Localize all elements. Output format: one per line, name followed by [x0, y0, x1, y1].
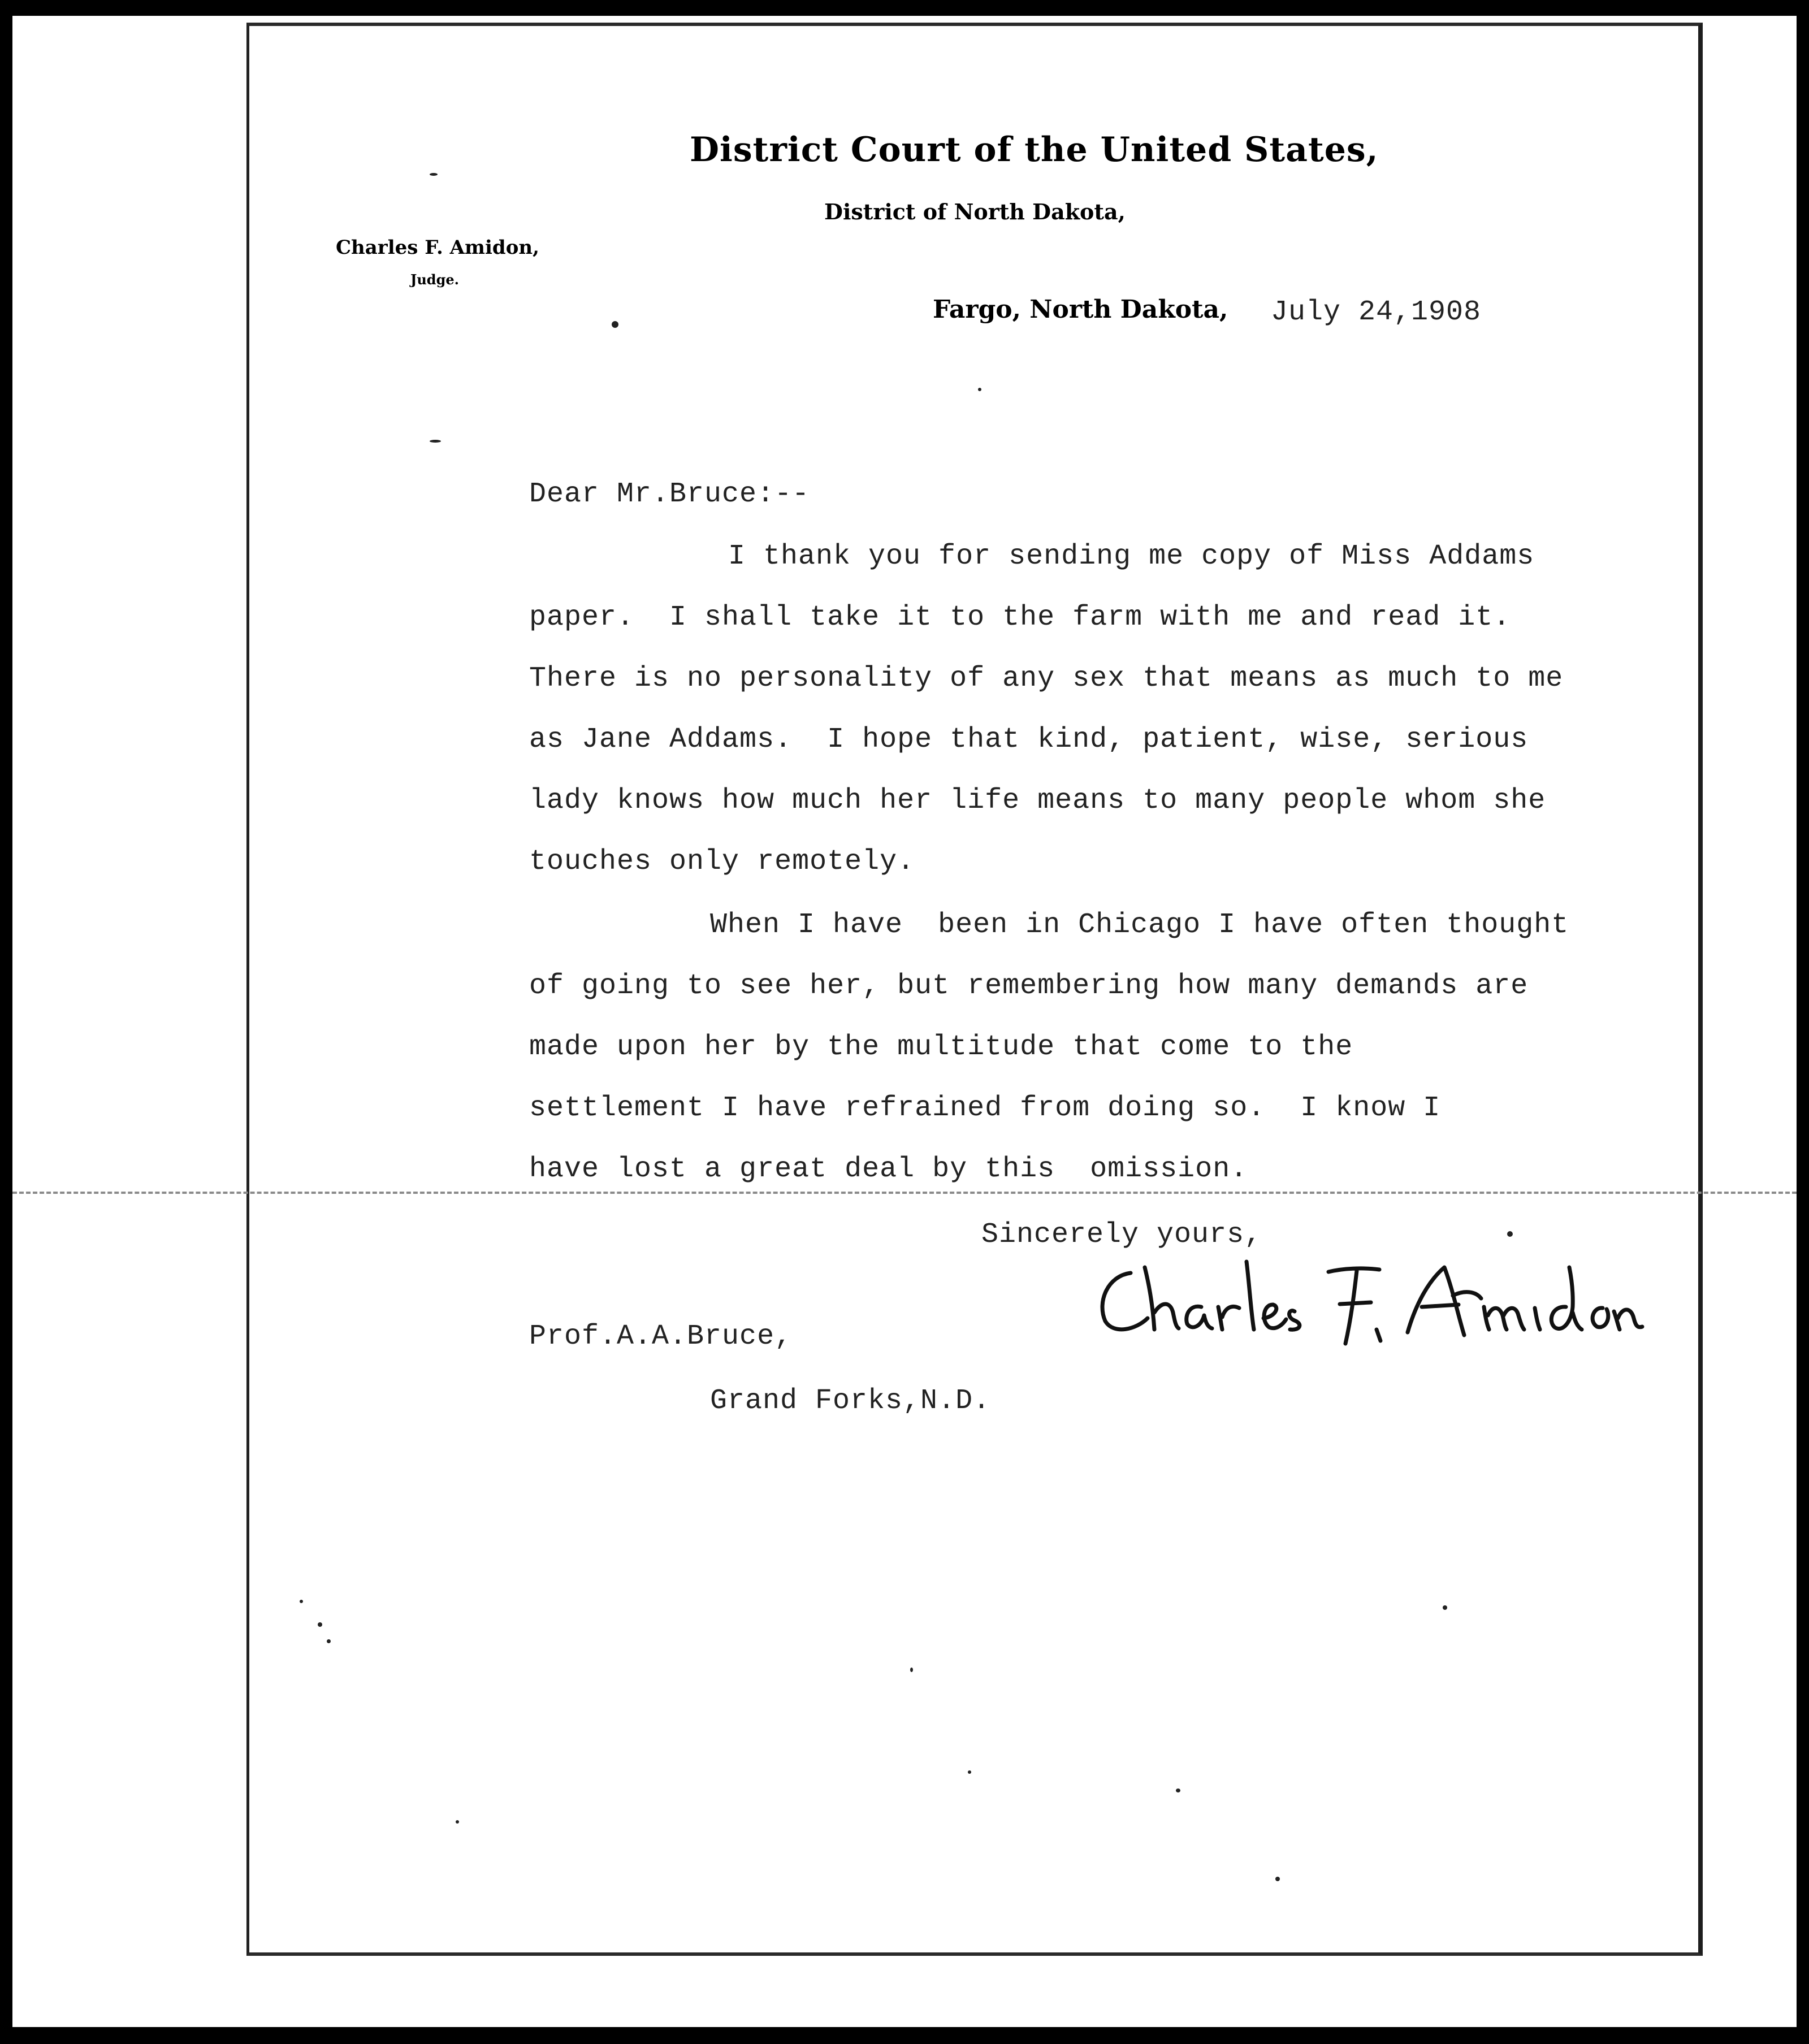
- scan-speck: [1443, 1605, 1447, 1610]
- scan-speck: [968, 1770, 971, 1774]
- scan-speck: [612, 321, 618, 328]
- body-line: of going to see her, but remembering how many demands are: [529, 970, 1529, 1002]
- scan-speck: [910, 1668, 913, 1672]
- scan-speck: [1275, 1877, 1280, 1881]
- body-line: paper. I shall take it to the farm with me and read it.: [529, 601, 1511, 634]
- body-line: When I have been in Chicago I have often thought: [710, 909, 1569, 941]
- scan-speck: [300, 1600, 303, 1603]
- scan-speck: [327, 1639, 331, 1643]
- scan-border-left: [0, 0, 12, 2044]
- body-line: made upon her by the multitude that come to the: [529, 1031, 1353, 1063]
- salutation: Dear Mr.Bruce:--: [529, 478, 810, 510]
- scan-speck: [318, 1622, 322, 1627]
- scan-speck: [978, 388, 981, 391]
- scan-speck: [430, 440, 441, 443]
- body-line: lady knows how much her life means to many people whom she: [529, 785, 1546, 817]
- judge-name: Charles F. Amidon,: [336, 236, 539, 259]
- scan-border-right: [1797, 0, 1809, 2044]
- scan-border-top: [0, 0, 1809, 16]
- recipient-address: Grand Forks,N.D.: [710, 1385, 991, 1417]
- scan-border-bottom: [0, 2027, 1809, 2044]
- body-line: have lost a great deal by this omission.: [529, 1153, 1248, 1185]
- scan-speck: [430, 173, 438, 176]
- body-line: settlement I have refrained from doing so. I know I: [529, 1092, 1441, 1124]
- scan-speck: [1507, 1231, 1513, 1237]
- scan-speck: [1176, 1788, 1180, 1792]
- body-line: There is no personality of any sex that means as much to me: [529, 662, 1564, 695]
- paper-fold-line: [12, 1192, 1797, 1194]
- body-line: as Jane Addams. I hope that kind, patient, wise, serious: [529, 724, 1529, 756]
- closing: Sincerely yours,: [981, 1219, 1262, 1251]
- handwritten-signature: [1091, 1250, 1645, 1346]
- scan-speck: [456, 1820, 459, 1824]
- body-line: touches only remotely.: [529, 846, 915, 878]
- body-line: I thank you for sending me copy of Miss Addams: [728, 540, 1535, 573]
- judge-title: Judge.: [410, 271, 459, 288]
- district-name: District of North Dakota,: [824, 199, 1126, 224]
- court-name: District Court of the United States,: [690, 130, 1379, 170]
- recipient-name: Prof.A.A.Bruce,: [529, 1320, 793, 1353]
- letter-date: July 24,1908: [1271, 296, 1482, 328]
- letterhead-place: Fargo, North Dakota,: [933, 295, 1228, 324]
